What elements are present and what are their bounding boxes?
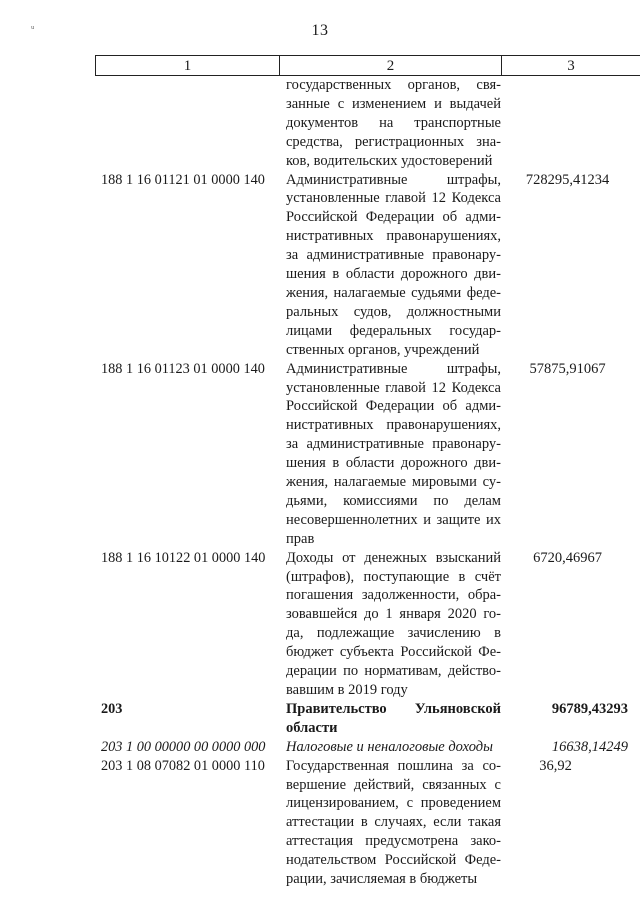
description-line: аттестации в случаях, если такая xyxy=(286,814,501,831)
description-line: установленные главой 12 Кодекса xyxy=(286,379,501,396)
description-line: Российской Федерации об адми- xyxy=(286,209,501,226)
table-row xyxy=(95,171,640,360)
description-line: погашения задолженности, обра- xyxy=(286,587,501,604)
description-line: Правительство Ульяновской xyxy=(286,700,501,717)
amount-value: 728295,41234 xyxy=(525,171,610,188)
budget-code: 203 1 08 07082 01 0000 110 xyxy=(101,757,265,774)
description-line: вершение действий, связанных с xyxy=(286,776,501,793)
revenue-description xyxy=(279,700,501,738)
description-line: вавшим в 2019 году xyxy=(286,682,408,698)
budget-code: 188 1 16 10122 01 0000 140 xyxy=(101,549,266,566)
revenue-description xyxy=(279,757,501,889)
description-line: установленные главой 12 Кодекса xyxy=(286,190,501,207)
revenue-description xyxy=(279,171,501,360)
revenue-description xyxy=(279,549,501,700)
column-header-1: 1 xyxy=(96,56,280,76)
budget-code: 203 1 00 00000 00 0000 000 xyxy=(101,738,266,755)
description-line: шения в области дорожного дви- xyxy=(286,266,501,283)
description-line: ков, водительских удостоверений xyxy=(286,152,493,169)
description-line: Административные штрафы, xyxy=(286,171,501,188)
column-header-3: 3 xyxy=(502,56,640,76)
description-line: занные с изменением и выдачей xyxy=(286,95,501,112)
amount-value: 16638,14249 xyxy=(551,738,628,755)
amount-value: 57875,91067 xyxy=(529,360,606,377)
description-line: государственных органов, свя- xyxy=(286,77,501,93)
description-line: за административные правонару- xyxy=(286,247,501,264)
description-line: документов на транспортные xyxy=(286,114,501,131)
description-line: Государственная пошлина за со- xyxy=(286,757,501,774)
description-line: дьями, комиссиями по делам xyxy=(286,492,501,509)
description-line: рации, зачисляемая в бюджеты xyxy=(286,871,478,888)
revenue-description xyxy=(279,360,501,549)
amount-value: 6720,46967 xyxy=(533,549,602,566)
column-header-row xyxy=(96,56,640,76)
description-line: за административные правонару- xyxy=(286,436,501,453)
description-line: (штрафов), поступающие в счёт xyxy=(286,568,501,585)
column-header-2: 2 xyxy=(280,56,502,76)
revenue-description xyxy=(279,76,501,171)
description-line: Административные штрафы, xyxy=(286,360,501,377)
description-line: шения в области дорожного дви- xyxy=(286,455,501,472)
budget-code xyxy=(95,76,279,171)
description-line: нодательством Российской Феде- xyxy=(286,852,501,869)
budget-code: 188 1 16 01123 01 0000 140 xyxy=(101,360,265,377)
table-row xyxy=(95,549,640,700)
scan-corner-mark: ᵤ xyxy=(31,20,35,31)
description-line: несовершеннолетних и защите их xyxy=(286,511,501,528)
amount-value xyxy=(501,76,640,171)
description-line: прав xyxy=(286,530,315,547)
table-row xyxy=(95,757,640,889)
description-line: жения, налагаемые мировыми су- xyxy=(286,474,501,491)
description-line: ственных органов, учреждений xyxy=(286,341,480,358)
description-line: аттестация предусмотрена зако- xyxy=(286,833,501,850)
description-line: нистративных правонарушениях, xyxy=(286,228,501,245)
description-line: области xyxy=(286,719,338,736)
description-line: лицами федеральных государ- xyxy=(286,322,501,339)
amount-value: 96789,43293 xyxy=(551,700,628,717)
budget-code: 203 xyxy=(101,700,123,717)
revenue-description xyxy=(279,738,501,757)
column-header-table xyxy=(95,55,640,76)
description-line: средства, регистрационных зна- xyxy=(286,133,501,150)
description-line: лицензированием, с проведением xyxy=(286,795,501,812)
table-row xyxy=(95,76,640,171)
description-line: ральных судов, должностными xyxy=(286,303,501,320)
table-row xyxy=(95,700,640,738)
description-line: дерации по нормативам, действо- xyxy=(286,663,501,680)
description-line: да, подлежащие зачислению в xyxy=(286,625,501,642)
description-line: бюджет субъекта Российской Фе- xyxy=(286,644,501,661)
description-line: зовавшейся до 1 января 2020 го- xyxy=(286,606,501,623)
page-number: 13 xyxy=(311,22,329,39)
table-row xyxy=(95,738,640,757)
description-line: Налоговые и неналоговые доходы xyxy=(286,738,493,755)
budget-code: 188 1 16 01121 01 0000 140 xyxy=(101,171,265,188)
table-row xyxy=(95,360,640,549)
budget-table-body xyxy=(95,76,640,889)
description-line: нистративных правонарушениях, xyxy=(286,417,501,434)
description-line: жения, налагаемые судьями феде- xyxy=(286,284,501,301)
description-line: Российской Федерации об адми- xyxy=(286,398,501,415)
amount-value: 36,92 xyxy=(539,757,572,774)
description-line: Доходы от денежных взысканий xyxy=(286,549,501,566)
